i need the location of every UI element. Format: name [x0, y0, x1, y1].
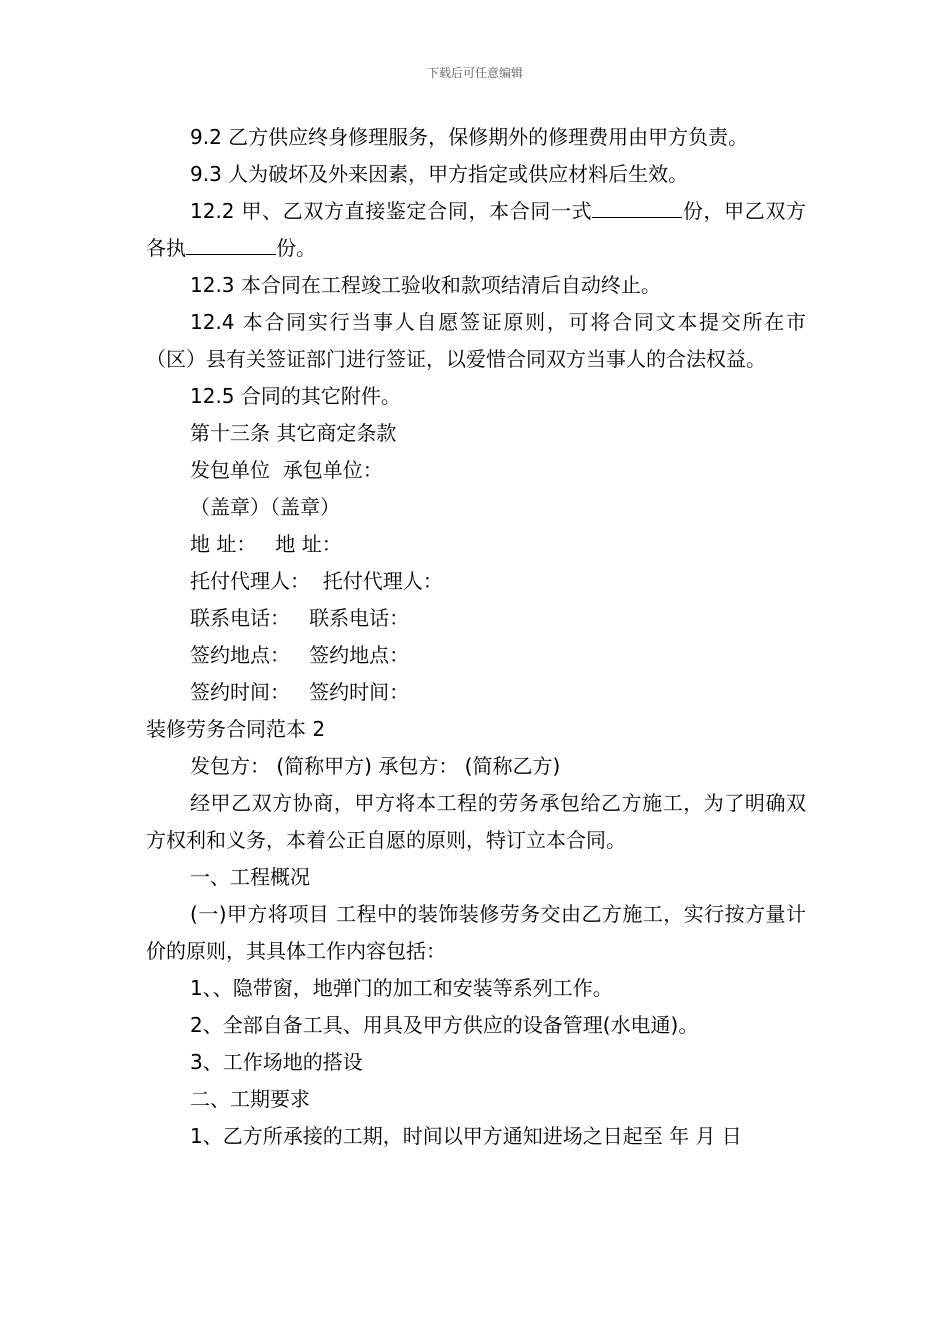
list-item-3: 3、工作场地的搭设 — [190, 1050, 363, 1074]
paragraph-12-2-part3: 份。 — [276, 236, 316, 260]
section-2-heading: 二、工期要求 — [190, 1087, 310, 1111]
section-1-clause-1: (一)甲方将项目 工程中的装饰装修劳务交由乙方施工，实行按方量计价的原则，其具体工作内容包括： — [146, 902, 806, 963]
parties-line: 发包方： (简称甲方) 承包方： (简称乙方) — [190, 754, 561, 778]
signature-phone: 联系电话： 联系电话： — [190, 606, 410, 630]
signature-address: 地 址： 地 址： — [190, 532, 342, 556]
copies-each-blank — [186, 232, 276, 255]
document-body — [146, 119, 806, 1155]
section-2-clause-1: 1、乙方所承接的工期，时间以甲方通知进场之日起至 年 月 日 — [190, 1124, 742, 1148]
paragraph-12-2-part2: 份，甲乙双方各执 — [146, 199, 807, 260]
section-title-template-2: 装修劳务合同范本 2 — [146, 717, 326, 741]
signature-agent: 托付代理人： 托付代理人： — [190, 569, 443, 593]
paragraph-9-2: 9.2 乙方供应终身修理服务，保修期外的修理费用由甲方负责。 — [190, 125, 749, 149]
section-1-heading: 一、工程概况 — [190, 865, 310, 889]
paragraph-12-2-part1: 12.2 甲、乙双方直接鉴定合同，本合同一式 — [190, 199, 593, 223]
paragraph-12-3: 12.3 本合同在工程竣工验收和款项结清后自动终止。 — [190, 273, 661, 297]
preamble: 经甲乙双方协商，甲方将本工程的劳务承包给乙方施工，为了明确双方权利和义务，本着公正自愿的原则，特订立本合同。 — [146, 791, 806, 852]
page-header: 下载后可任意编辑 — [426, 66, 523, 80]
signature-seals: （盖章）（盖章） — [190, 495, 340, 519]
article-13-heading: 第十三条 其它商定条款 — [190, 421, 397, 445]
paragraph-12-4: 12.4 本合同实行当事人自愿签证原则，可将合同文本提交所在市（区）县有关签证部门进行签证，以爱惜合同双方当事人的合法权益。 — [146, 310, 806, 371]
paragraph-9-3: 9.3 人为破坏及外来因素，甲方指定或供应材料后生效。 — [190, 162, 689, 186]
list-item-2: 2、全部自备工具、用具及甲方供应的设备管理(水电通)。 — [190, 1013, 699, 1037]
copies-total-blank — [592, 195, 682, 218]
signature-time: 签约时间： 签约时间： — [190, 680, 410, 704]
signature-units: 发包单位 承包单位： — [190, 458, 383, 482]
paragraph-12-5: 12.5 合同的其它附件。 — [190, 384, 401, 408]
signature-place: 签约地点： 签约地点： — [190, 643, 410, 667]
paragraph-12-2 — [146, 193, 806, 267]
list-item-1: 1、、隐带窗，地弹门的加工和安装等系列工作。 — [190, 976, 613, 1000]
